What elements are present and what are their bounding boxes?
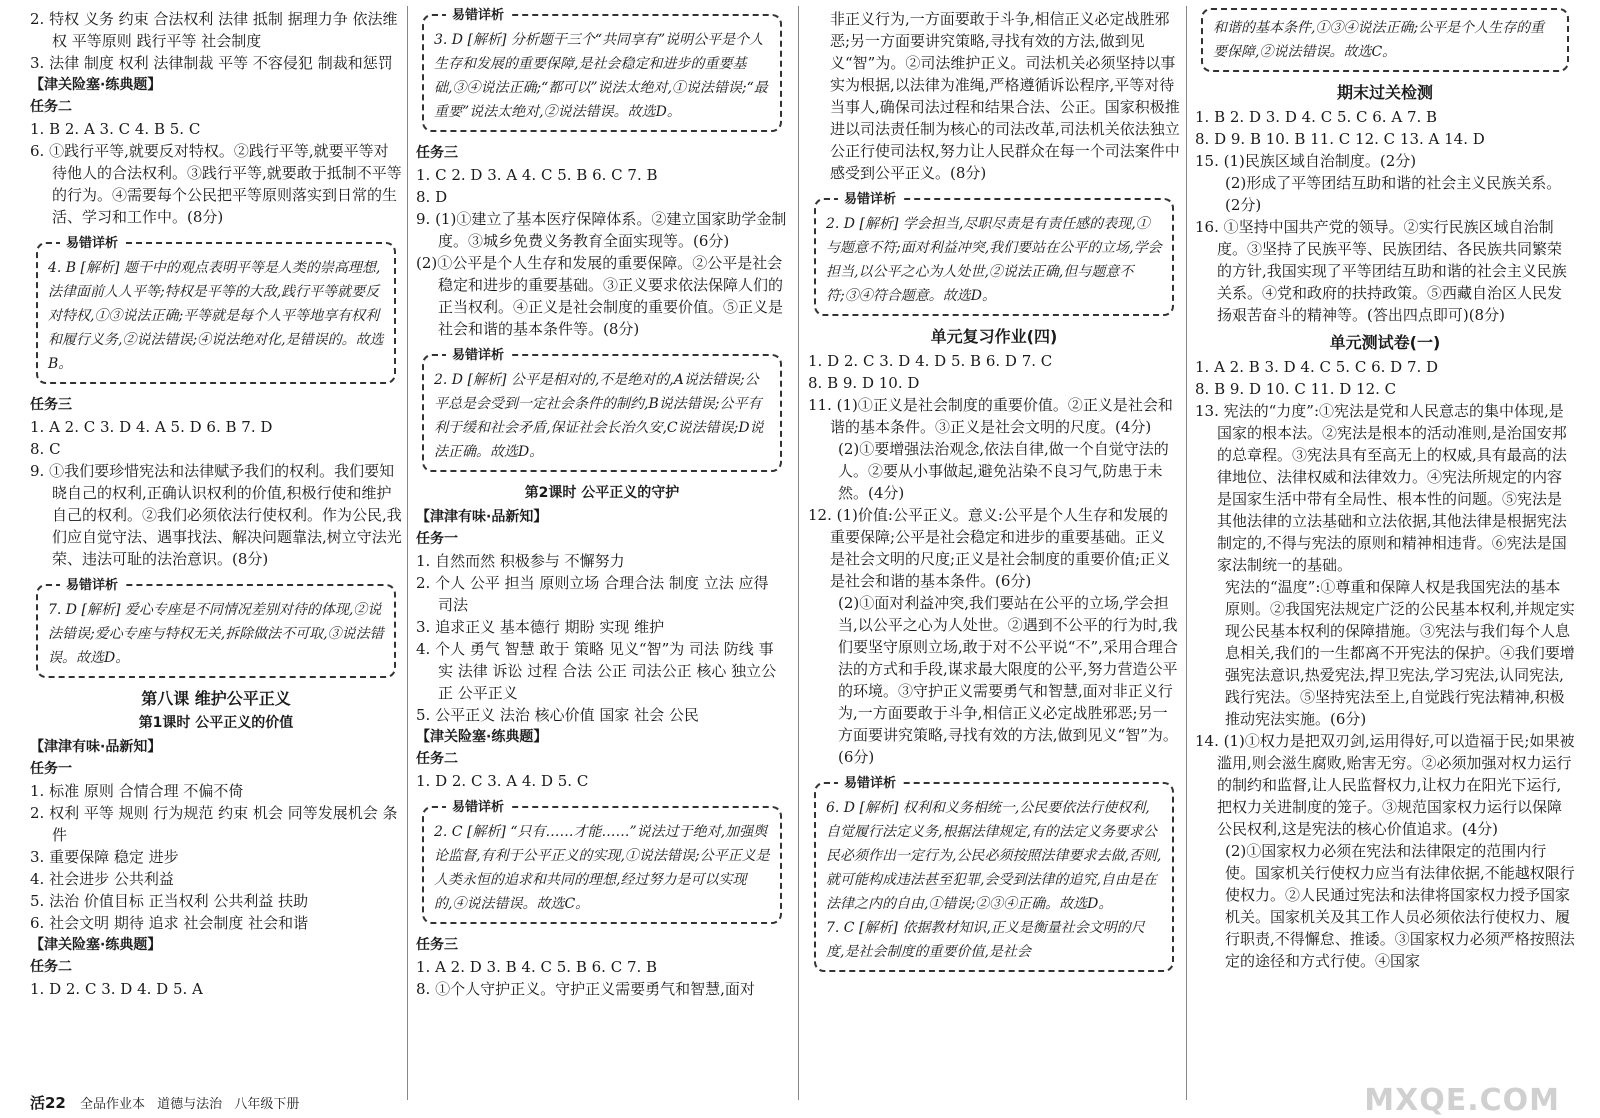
box-title: 易错详析 xyxy=(446,796,510,820)
box-title: 易错详析 xyxy=(838,772,902,796)
box-text: 7. D [解析] 爱心专座是不同情况差别对待的体现,②说法错误;爱心专座与特权无关,拆除做法不可取,③说法错误。故选D。 xyxy=(48,602,384,666)
page-number: 活22 xyxy=(30,1094,66,1112)
answer-line: 1. B 2. D 3. D 4. C 5. C 6. A 7. B xyxy=(1195,108,1438,126)
answer-line: 8. B 9. D 10. C 11. D 12. C xyxy=(1195,380,1397,398)
error-analysis-box xyxy=(36,578,396,678)
answer-line: 1. A 2. C 3. D 4. A 5. D 6. B 7. D xyxy=(30,418,273,436)
column-divider xyxy=(1186,6,1187,1100)
answer-line: 2. 个人 公平 担当 原则立场 合理合法 制度 立法 应得 司法 xyxy=(416,574,769,614)
box-text: 2. D [解析] 公平是相对的,不是绝对的,A说法错误;公平总是会受到一定社会条件的制约,B说法错误;公平有利于缓和社会矛盾,保证社会长治久安,C说法错误;D说法正确。故选D。 xyxy=(434,372,764,460)
unit-title: 单元复习作业(四) xyxy=(930,327,1058,346)
task-heading: 任务三 xyxy=(416,937,458,953)
task-heading: 任务一 xyxy=(416,531,458,547)
answer-line: 1. 标准 原则 合情合理 不偏不倚 xyxy=(30,782,244,800)
box-text: 2. C [解析] “只有……才能……”说法过于绝对,加强舆论监督,有利于公平正义的实现,①说法错误;公平正义是人类永恒的追求和共同的理想,经过努力是可以实现的,④说法错误。故选C。 xyxy=(434,824,770,912)
error-analysis-box xyxy=(422,8,782,132)
answer-line: 宪法的“温度”:①尊重和保障人权是我国宪法的基本原则。②我国宪法规定广泛的公民基本权利,并规定实现公民基本权利的保障措施。③宪法与我们每个人息息相关,我们的一生都离不开宪法的保护。④我们要增强宪法意识,热爱宪法,捍卫宪法,学习宪法,认同宪法,践行宪法。⑤坚持宪法至上,自觉践行宪法精神,积极推动宪法实施。(6分) xyxy=(1225,578,1575,728)
answer-line: 1. D 2. C 3. A 4. D 5. C xyxy=(416,772,589,790)
answer-line: 8. D xyxy=(416,188,448,206)
answer-line: (2)①面对利益冲突,我们要站在公平的立场,学会担当,以公平之心为人处世。②遇到不公平的行为时,我们要坚守原则立场,敢于对不公平说“不”,采用合理合法的方式和手段,谋求最大限度的公平,努力营造公平的环境。③守护正义需要勇气和智慧,面对非正义行为,一方面要敢于斗争,相信正义必定战胜邪恶;另一方面要讲究策略,寻找有效的方法,做到见义“智”为。(6分) xyxy=(838,594,1178,766)
answer-line: 9. (1)①建立了基本医疗保障体系。②建立国家助学金制度。③城乡免费义务教育全面实现等。(6分) xyxy=(416,210,787,250)
error-analysis-box xyxy=(1201,8,1569,72)
answer-line: (2)形成了平等团结互助和谐的社会主义民族关系。(2分) xyxy=(1225,174,1562,214)
answer-line: 13. 宪法的“力度”:①宪法是党和人民意志的集中体现,是国家的根本法。②宪法是根本的活动准则,是治国安邦的总章程。③宪法具有至高无上的权威,具有最高的法律地位、法律权威和法律效力。④宪法所规定的内容是国家生活中带有全局性、根本性的问题。⑤宪法是其他法律的立法基础和立法依据,其他法律是根据宪法制定的,不得与宪法的原则和精神相违背。⑥宪法是国家法制统一的基础。 xyxy=(1195,402,1567,574)
answer-line: 8. D 9. B 10. B 11. C 12. C 13. A 14. D xyxy=(1195,130,1485,148)
box-text: 和谐的基本条件,①③④说法正确;公平是个人生存的重要保障,②说法错误。故选C。 xyxy=(1213,20,1545,60)
box-text: 3. D [解析] 分析题干三个“共同享有”说明公平是个人生存和发展的重要保障,是社会稳定和进步的重要基础,③④说法正确;“都可以”说法太绝对,①说法错误;“最重要”说法太绝对,②说法错误。故选D。 xyxy=(434,32,768,120)
answer-line: 8. C xyxy=(30,440,61,458)
error-analysis-box xyxy=(422,800,782,924)
answer-line: 4. 个人 勇气 智慧 敢于 策略 见义“智”为 司法 防线 事实 法律 诉讼 过程 合法 公正 司法公正 核心 独立公正 公平正义 xyxy=(416,640,777,702)
answer-line: 5. 公平正义 法治 核心价值 国家 社会 公民 xyxy=(416,706,699,724)
box-text: 6. D [解析] 权利和义务相统一,公民要依法行使权利,自觉履行法定义务,根据法律规定,有的法定义务要求公民必须作出一定行为,公民必须按照法律要求去做,否则,就可能构成违法甚至犯罪,会受到法律的追究,自由是在法律之内的自由,①错误;②③④正确。故选D。 xyxy=(826,800,1162,912)
column-4 xyxy=(1195,8,1575,972)
task-heading: 任务二 xyxy=(30,959,72,975)
answer-line: 3. 重要保障 稳定 进步 xyxy=(30,848,179,866)
answer-line: 8. ①个人守护正义。守护正义需要勇气和智慧,面对 xyxy=(416,980,755,998)
box-title: 易错详析 xyxy=(60,232,124,256)
answer-line: 1. A 2. B 3. D 4. C 5. C 6. D 7. D xyxy=(1195,358,1439,376)
box-text: 7. C [解析] 依据教材知识,正义是衡量社会文明的尺度,是社会制度的重要价值,是社会 xyxy=(826,920,1145,960)
answer-line: 1. D 2. C 3. D 4. D 5. A xyxy=(30,980,203,998)
column-1 xyxy=(30,8,402,1000)
task-heading: 任务三 xyxy=(30,397,72,413)
answer-line: (2)①要增强法治观念,依法自律,做一个自觉守法的人。②要从小事做起,避免沾染不良习气,防患于未然。(4分) xyxy=(838,440,1169,502)
error-analysis-box xyxy=(422,348,782,472)
section-tag: 【津津有味·品新知】 xyxy=(30,739,162,755)
task-heading: 任务二 xyxy=(30,99,72,115)
answer-line: 9. ①我们要珍惜宪法和法律赋予我们的权利。我们要知晓自己的权利,正确认识权利的价值,积极行使和维护自己的权利。②我们必须依法行使权利。作为公民,我们应自觉守法、遇事找法、解决问题靠法,树立守法光荣、违法可耻的法治意识。(8分) xyxy=(30,462,402,568)
answer-line: 6. 社会文明 期待 追求 社会制度 社会和谐 xyxy=(30,914,309,932)
box-title: 易错详析 xyxy=(60,574,124,598)
box-title: 易错详析 xyxy=(446,344,510,368)
column-2 xyxy=(416,8,788,1000)
grade-name: 八年级下册 xyxy=(234,1097,300,1112)
section-tag: 【津津有味·品新知】 xyxy=(416,509,548,525)
column-divider xyxy=(407,6,408,1100)
period-title: 第2课时 公平正义的守护 xyxy=(524,485,680,501)
answer-line: 2. 权利 平等 规则 行为规范 约束 机会 同等发展机会 条件 xyxy=(30,804,398,844)
column-3 xyxy=(808,8,1180,982)
answer-line: 5. 法治 价值目标 正当权利 公共利益 扶助 xyxy=(30,892,309,910)
answer-line: (2)①公平是个人生存和发展的重要保障。②公平是社会稳定和进步的重要基础。③正义要求依法保障人们的正当权利。④正义是社会制度的重要价值。⑤正义是社会和谐的基本条件等。(8分) xyxy=(416,254,784,338)
answer-line: (2)①国家权力必须在宪法和法律限定的范围内行使。国家机关行使权力应当有法律依据,不能越权限行使权力。②人民通过宪法和法律将国家权力授予国家机关。国家机关及其工作人员必须依法行使权力、履行职责,不得懈怠、推诿。③国家权力必须严格按照法定的途径和方式行使。④国家 xyxy=(1225,842,1575,970)
box-text: 2. D [解析] 学会担当,尽职尽责是有责任感的表现,①与题意不符;面对利益冲突,我们要站在公平的立场,学会担当,以公平之心为人处世,②说法正确,但与题意不符;③④符合题意。故选D。 xyxy=(826,216,1162,304)
answer-line: 6. ①践行平等,就要反对特权。②践行平等,就要平等对待他人的合法权利。③践行平等,就要敢于抵制不平等的行为。④需要每个公民把平等原则落实到日常的生活、学习和工作中。(8分) xyxy=(30,142,402,226)
section-tag: 【津关险塞·练典题】 xyxy=(30,77,162,93)
answer-line: 1. B 2. A 3. C 4. B 5. C xyxy=(30,120,201,138)
book-name: 全品作业本 xyxy=(80,1097,146,1112)
lesson-title: 第八课 维护公平正义 xyxy=(141,689,291,708)
watermark: MXQE.COM xyxy=(1364,1083,1560,1118)
answer-line: 3. 追求正义 基本德行 期盼 实现 维护 xyxy=(416,618,665,636)
answer-line: 1. A 2. D 3. B 4. C 5. B 6. C 7. B xyxy=(416,958,658,976)
page-footer xyxy=(30,1092,307,1114)
answer-line: 12. (1)价值:公平正义。意义:公平是个人生存和发展的重要保障;公平是社会稳定和进步的重要基础。正义是社会文明的尺度;正义是社会制度的重要价值;正义是社会和谐的基本条件。(6分) xyxy=(808,506,1171,590)
answer-line: 11. (1)①正义是社会制度的重要价值。②正义是社会和谐的基本条件。③正义是社会文明的尺度。(4分) xyxy=(808,396,1173,436)
unit-test-title: 单元测试卷(一) xyxy=(1329,333,1441,352)
answer-line: 15. (1)民族区域自治制度。(2分) xyxy=(1195,152,1417,170)
box-title: 易错详析 xyxy=(446,4,510,28)
answer-line: 4. 社会进步 公共利益 xyxy=(30,870,174,888)
error-analysis-box xyxy=(36,236,396,384)
section-tag: 【津关险塞·练典题】 xyxy=(30,937,162,953)
answer-line: 16. ①坚持中国共产党的领导。②实行民族区域自治制度。③坚持了民族平等、民族团结、各民族共同繁荣的方针,我国实现了平等团结互助和谐的社会主义民族关系。④党和政府的扶持政策。⑤西藏自治区人民发扬艰苦奋斗的精神等。(答出四点即可)(8分) xyxy=(1195,218,1567,324)
answer-line: 1. D 2. C 3. D 4. D 5. B 6. D 7. C xyxy=(808,352,1053,370)
answer-line: 8. B 9. D 10. D xyxy=(808,374,920,392)
final-test-title: 期末过关检测 xyxy=(1336,83,1433,102)
error-analysis-box xyxy=(814,776,1174,972)
error-analysis-box xyxy=(814,192,1174,316)
task-heading: 任务一 xyxy=(30,761,72,777)
answer-line: 非正义行为,一方面要敢于斗争,相信正义必定战胜邪恶;另一方面要讲究策略,寻找有效的方法,做到见义“智”为。②司法维护正义。司法机关必须坚持以事实为根据,以法律为准绳,严格遵循诉讼程序,平等对待当事人,确保司法过程和结果合法、公正。国家积极推进以司法责任制为核心的司法改革,司法机关依法独立公正行使司法权,努力让人民群众在每一个司法案件中感受到公平正义。(8分) xyxy=(830,10,1180,182)
column-divider xyxy=(798,6,799,1100)
answer-line: 1. 自然而然 积极参与 不懈努力 xyxy=(416,552,625,570)
task-heading: 任务二 xyxy=(416,751,458,767)
subject-name: 道德与法治 xyxy=(157,1097,223,1112)
section-tag: 【津关险塞·练典题】 xyxy=(416,729,548,745)
answer-line: 14. (1)①权力是把双刃剑,运用得好,可以造福于民;如果被滥用,则会滋生腐败,贻害无穷。②必须加强对权力运行的制约和监督,让人民监督权力,让权力在阳光下运行,把权力关进制度的笼子。③规范国家权力运行以保障公民权利,这是宪法的核心价值追求。(4分) xyxy=(1195,732,1575,838)
box-text: 4. B [解析] 题干中的观点表明平等是人类的崇高理想,法律面前人人平等;特权是平等的大敌,践行平等就要反对特权,①③说法正确;平等就是每个人平等地享有权利和履行义务,②说法错误;④说法绝对化,是错误的。故选B。 xyxy=(48,260,384,372)
answer-line: 1. C 2. D 3. A 4. C 5. B 6. C 7. B xyxy=(416,166,658,184)
answer-line: 3. 法律 制度 权利 法律制裁 平等 不容侵犯 制裁和惩罚 xyxy=(30,54,393,72)
answer-line: 2. 特权 义务 约束 合法权利 法律 抵制 据理力争 依法维权 平等原则 践行平等 社会制度 xyxy=(30,10,398,50)
box-title: 易错详析 xyxy=(838,188,902,212)
task-heading: 任务三 xyxy=(416,145,458,161)
period-title: 第1课时 公平正义的价值 xyxy=(138,715,294,731)
